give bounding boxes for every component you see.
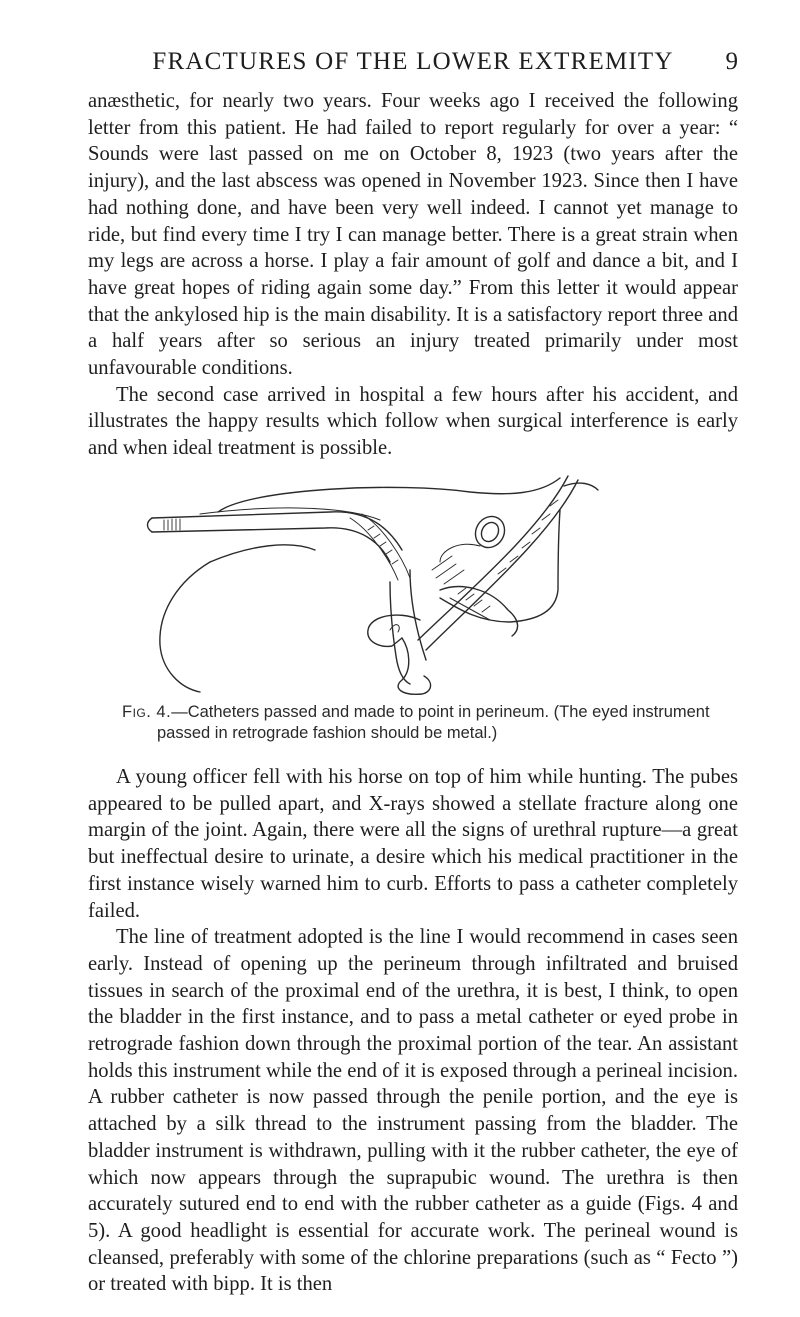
text-block-bottom	[88, 764, 738, 1298]
paragraph: The second case arrived in hospital a few hours after his accident, and illustrates the happy results which follow when surgical interference is early and when ideal treatment is possible.	[88, 383, 738, 460]
pelvis-outline	[218, 478, 560, 512]
figure-caption	[122, 702, 722, 744]
figure-caption-text: —Catheters passed and made to point in perineum. (The eyed instrument passed in retrograde fashion should be metal.)	[157, 703, 710, 742]
running-head	[88, 48, 738, 82]
paragraph: A young officer fell with his horse on top of him while hunting. The pubes appeared to be pulled apart, and X-rays showed a stellate fracture along one margin of the joint. Again, there were all the signs of urethral rupture—a great but ineffectual desire to urinate, a desire which his medical practitioner in the first instance wisely warned him to curb. Efforts to pass a catheter completely failed.	[88, 766, 738, 922]
text-block-top	[88, 88, 738, 462]
catheter-eye	[470, 511, 510, 553]
bladder-outline	[564, 483, 598, 490]
paragraph: The line of treatment adopted is the line I would recommend in cases seen early. Instead of opening up the perineum through infiltrated and bruised tissues in search of the proximal end of the urethra, it is best, I think, to open the bladder in the first instance, and to pass a metal catheter or eyed probe in retrograde fashion down through the proximal portion of the tear. An assistant holds this instrument while the end of it is exposed through a perineal incision. A rubber catheter is now passed through the penile portion, and the eye is attached by a silk thread to the instrument passing from the bladder. The bladder instrument is withdrawn, pulling with it the rubber catheter, the eye of which now appears through the suprapubic wound. The urethra is then accurately sutured end to end with the rubber catheter as a guide (Figs. 4 and 5). A good headlight is essential for accurate work. The perineal wound is cleansed, preferably with some of the chlorine preparations (such as “ Fecto ”) or treated with bipp. It is then	[88, 926, 738, 1296]
page-number: 9	[725, 48, 738, 75]
figure-4-catheter-illustration	[140, 470, 600, 702]
running-head-title: FRACTURES OF THE LOWER EXTREMITY	[152, 48, 674, 75]
figure-label: Fig. 4.	[122, 703, 172, 721]
paragraph: anæsthetic, for nearly two years. Four weeks ago I received the following letter from this patient. He had failed to report regularly for over a year: “ Sounds were last passed on me on October 8, 1923 (two years after the injury), and the last abscess was opened in November 1923. Since then I have had nothing done, and have been very well indeed. I cannot yet manage to ride, but find every time I try I can manage better. There is a great strain when my legs are across a horse. I play a fair amount of golf and dance a bit, and I have great hopes of riding again some day.” From this letter it would appear that the ankylosed hip is the main disability. It is a satisfactory report three and a half years after so serious an injury treated primarily under most unfavourable conditions.	[88, 90, 738, 380]
catheter-drawing	[140, 470, 600, 702]
